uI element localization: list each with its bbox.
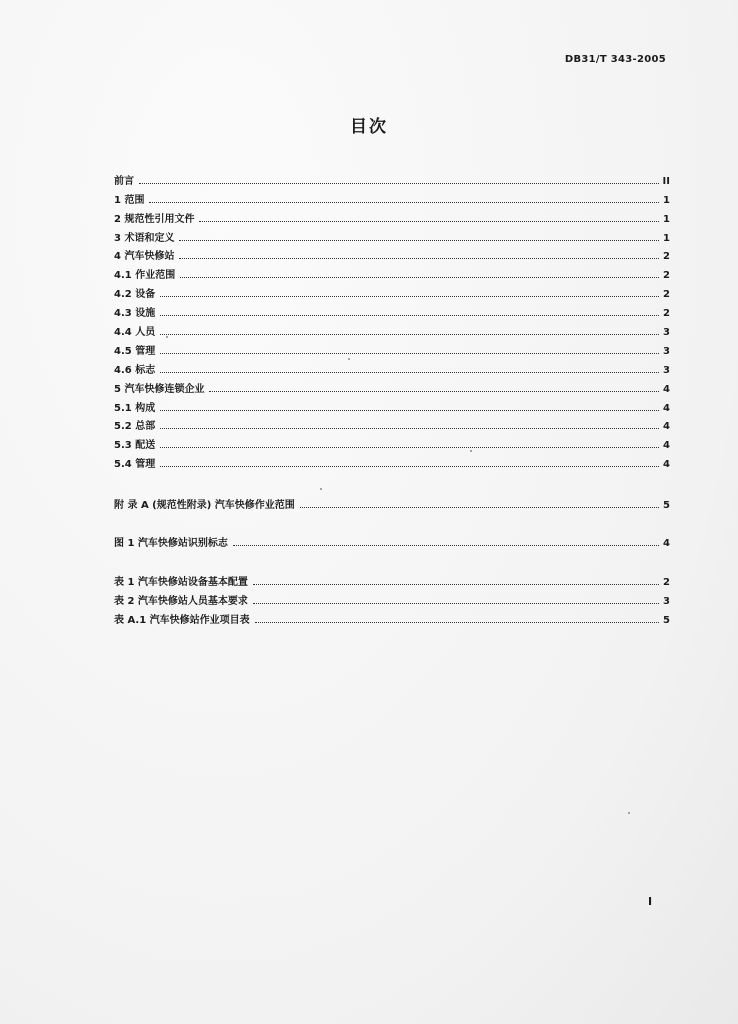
toc-entry-page: 4: [663, 402, 670, 414]
toc-dot-leader: [199, 220, 659, 222]
toc-entry-label: 表 1 汽车快修站设备基本配置: [114, 577, 248, 588]
toc-entry[interactable]: [114, 319, 670, 338]
toc-entry-page: 2: [663, 251, 670, 263]
toc-entry[interactable]: [114, 168, 670, 187]
toc-entry[interactable]: [114, 225, 670, 244]
toc-entry-page: 4: [663, 459, 670, 471]
toc-entry-page: 3: [663, 364, 670, 376]
toc-dot-leader: [160, 333, 659, 335]
toc-entry-label: 图 1 汽车快修站识别标志: [114, 538, 228, 549]
scan-speck: [470, 450, 472, 452]
toc-entry-label: 5 汽车快修连锁企业: [114, 383, 205, 395]
toc-dot-leader: [300, 506, 659, 508]
toc-entry-label: 5.3 配送: [114, 440, 156, 452]
toc-dot-leader: [160, 465, 659, 467]
toc-dot-leader: [160, 371, 659, 373]
toc-entry-page: 4: [663, 538, 670, 549]
toc-entry-page: 1: [663, 194, 670, 206]
toc-entry-label: 前言: [114, 175, 134, 187]
toc-entry[interactable]: [114, 357, 670, 376]
toc-entry-label: 附 录 A (规范性附录) 汽车快修作业范围: [114, 500, 295, 511]
toc-dot-leader: [255, 621, 659, 623]
toc-entry[interactable]: [114, 262, 670, 281]
toc-entry[interactable]: [114, 451, 670, 470]
toc-entry-label: 4.1 作业范围: [114, 270, 176, 282]
toc-entry-label: 1 范围: [114, 194, 145, 206]
toc-entry-page: 4: [663, 440, 670, 452]
toc-entry-page: 1: [663, 213, 670, 225]
toc-entry-label: 表 A.1 汽车快修站作业项目表: [114, 615, 250, 626]
toc-entry-label: 4.5 管理: [114, 345, 156, 357]
toc-entry-page: 5: [663, 500, 670, 511]
toc-entry-page: 4: [663, 421, 670, 433]
toc-figures-list: [114, 530, 670, 549]
toc-entry[interactable]: [114, 492, 670, 511]
toc-entry[interactable]: [114, 206, 670, 225]
toc-entry-label: 3 术语和定义: [114, 232, 175, 244]
toc-dot-leader: [179, 239, 659, 241]
toc-entry-page: 3: [663, 327, 670, 339]
toc-entry[interactable]: [114, 588, 670, 607]
toc-entry[interactable]: [114, 300, 670, 319]
toc-entry[interactable]: [114, 414, 670, 433]
toc-dot-leader: [139, 182, 659, 184]
page-title: 目次: [350, 117, 388, 137]
toc-entry-label: 4 汽车快修站: [114, 251, 175, 263]
toc-dot-leader: [180, 276, 659, 278]
toc-dot-leader: [253, 602, 659, 604]
toc-entry[interactable]: [114, 281, 670, 300]
toc-dot-leader: [160, 295, 659, 297]
toc-entry-page: II: [662, 175, 670, 187]
toc-dot-leader: [209, 390, 659, 392]
toc-dot-leader: [160, 314, 659, 316]
toc-dot-leader: [160, 427, 659, 429]
toc-entry-page: 2: [663, 308, 670, 320]
page-number: I: [648, 895, 653, 908]
toc-entry-label: 5.4 管理: [114, 459, 156, 471]
scan-speck: [628, 812, 630, 814]
toc-entry-label: 5.1 构成: [114, 402, 156, 414]
toc-entry-page: 2: [663, 289, 670, 301]
toc-entry-label: 4.2 设备: [114, 289, 156, 301]
toc-entry-label: 4.6 标志: [114, 364, 156, 376]
toc-dot-leader: [160, 446, 659, 448]
toc-entry-label: 4.4 人员: [114, 327, 156, 339]
toc-entry[interactable]: [114, 432, 670, 451]
document-code: DB31/T 343-2005: [564, 54, 666, 65]
toc-entry[interactable]: [114, 607, 670, 626]
toc-dot-leader: [160, 352, 659, 354]
toc-entry-page: 2: [663, 577, 670, 588]
scan-speck: [320, 488, 322, 490]
toc-dot-leader: [179, 257, 659, 259]
toc-annex-list: [114, 492, 670, 511]
toc-entry[interactable]: [114, 187, 670, 206]
toc-dot-leader: [253, 583, 659, 585]
toc-dot-leader: [149, 201, 659, 203]
toc-dot-leader: [160, 409, 659, 411]
toc-entry-label: 表 2 汽车快修站人员基本要求: [114, 596, 248, 607]
toc-entry[interactable]: [114, 395, 670, 414]
scan-speck: [166, 336, 168, 338]
toc-entry[interactable]: [114, 569, 670, 588]
toc-entry-page: 4: [663, 383, 670, 395]
toc-entry[interactable]: [114, 376, 670, 395]
toc-entry-page: 3: [663, 345, 670, 357]
toc-entry-page: 1: [663, 232, 670, 244]
toc-entry-label: 2 规范性引用文件: [114, 213, 195, 225]
toc-main-list: [114, 168, 670, 470]
scan-speck: [348, 358, 350, 360]
toc-entry-label: 5.2 总部: [114, 421, 156, 433]
toc-entry-label: 4.3 设施: [114, 308, 156, 320]
toc-entry-page: 5: [663, 615, 670, 626]
toc-tables-list: [114, 569, 670, 626]
toc-entry[interactable]: [114, 338, 670, 357]
toc-entry-page: 2: [663, 270, 670, 282]
toc-entry[interactable]: [114, 530, 670, 549]
toc-dot-leader: [233, 544, 659, 546]
toc-entry[interactable]: [114, 244, 670, 263]
toc-entry-page: 3: [663, 596, 670, 607]
